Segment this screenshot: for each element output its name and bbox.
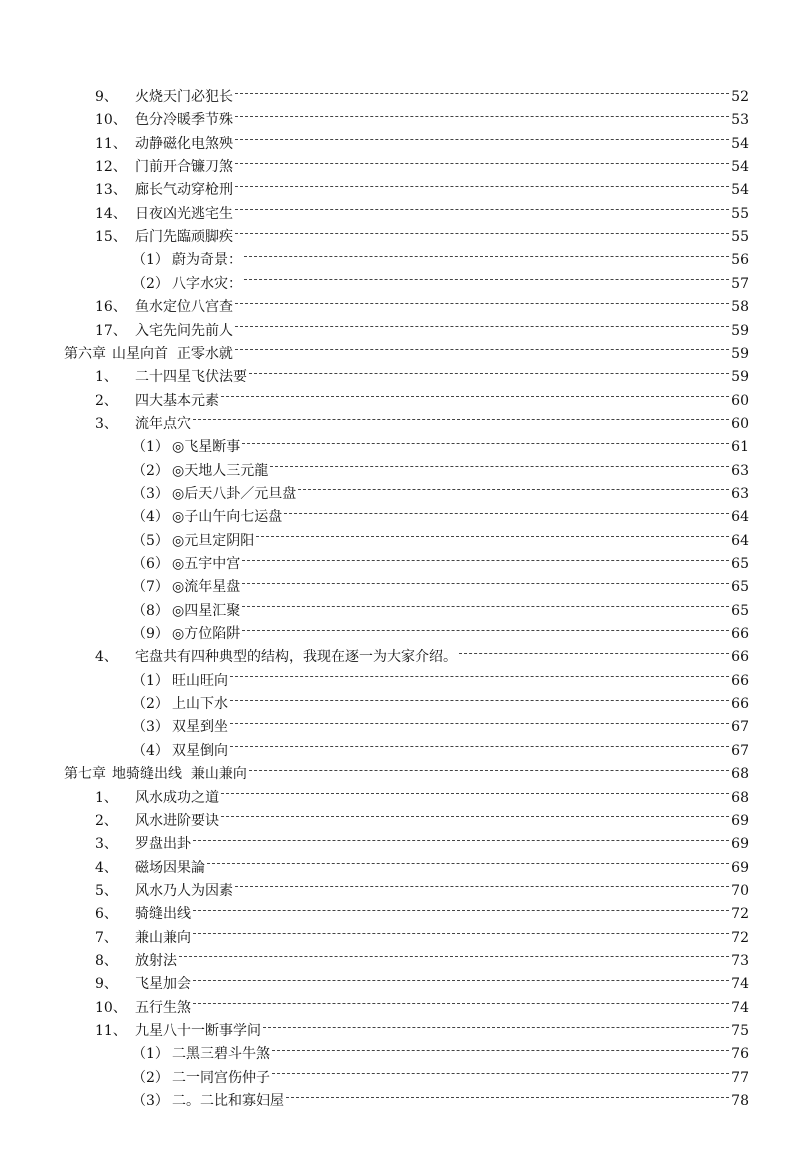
toc-entry-title: 风水进阶要诀 [135,812,219,829]
toc-entry-number: （2） [132,1069,169,1086]
toc-entry[interactable] [0,366,803,388]
toc-entry[interactable] [0,693,803,715]
dot-leader [242,560,729,561]
toc-entry-title: 兼山兼向 [135,929,191,946]
toc-entry-line [132,249,749,271]
toc-entry-title: 骑缝出线 [135,906,191,923]
toc-entry-page-number: 69 [731,836,749,853]
dot-leader [235,116,729,117]
dot-leader [270,466,729,467]
toc-entry-title: 双星到坐 [172,719,228,736]
toc-entry[interactable] [0,857,803,879]
toc-entry-line [95,810,749,832]
dot-leader [235,139,729,140]
toc-entry-page-number: 61 [731,439,749,456]
toc-entry-page-number: 75 [731,1023,749,1039]
toc-entry-title: 色分冷暖季节殊 [135,112,233,129]
dot-leader [459,653,729,654]
toc-entry-number: 11、 [95,1023,127,1039]
toc-entry-page-number: 69 [731,812,749,829]
dot-leader [249,373,729,374]
toc-entry[interactable] [0,320,803,342]
toc-entry-line [95,997,749,1019]
toc-entry[interactable] [0,997,803,1019]
toc-entry-title: 九星八十一断事学问 [135,1023,261,1039]
toc-entry-line [95,296,749,318]
toc-entry-title: 蔚为奇景： [172,252,242,269]
dot-leader [242,630,729,631]
toc-entry-title: 旺山旺向 [172,672,228,689]
toc-entry-number: （8） [132,602,169,619]
toc-entry-title: 流年点穴 [135,415,191,432]
toc-entry-number: 10、 [95,112,127,129]
toc-entry-number: 6、 [95,906,118,923]
toc-entry-page-number: 60 [731,415,749,432]
toc-entry-number: （7） [132,579,169,596]
toc-entry-number: （4） [132,509,169,526]
toc-entry[interactable] [0,1020,803,1042]
toc-entry[interactable] [0,1090,803,1112]
toc-entry-page-number: 70 [731,882,749,899]
toc-entry[interactable] [0,576,803,598]
toc-entry-number: 9、 [95,89,118,105]
dot-leader [207,863,729,864]
toc-entry-title: 地骑缝出线 兼山兼向 [112,766,247,783]
toc-entry-page-number: 69 [731,859,749,876]
toc-entry-page-number: 65 [731,602,749,619]
dot-leader [235,303,729,304]
toc-entry-line [132,623,749,645]
toc-entry-title: 鱼水定位八宫查 [135,299,233,316]
toc-entry-page-number: 68 [731,789,749,806]
toc-entry[interactable] [0,506,803,528]
toc-entry-title: 山星向首 正零水就 [112,345,233,362]
toc-entry-number: 1、 [95,789,118,806]
toc-entry-number: （5） [132,532,169,549]
toc-entry-number: 2、 [95,812,118,829]
toc-entry-line [95,413,749,435]
toc-entry-page-number: 56 [731,252,749,269]
toc-chapter-entry[interactable] [0,343,803,365]
toc-entry[interactable] [0,973,803,995]
toc-entry-page-number: 65 [731,579,749,596]
toc-entry-page-number: 72 [731,906,749,923]
dot-leader [235,93,729,94]
toc-entry-title: ◎五宇中宫 [172,556,241,572]
toc-entry-number: （1） [132,252,169,269]
dot-leader [242,443,729,444]
toc-entry-page-number: 60 [731,392,749,409]
toc-entry-line [95,880,749,902]
toc-entry-number: （1） [132,1046,169,1063]
toc-entry-line [95,927,749,949]
toc-entry-page-number: 57 [731,275,749,292]
toc-entry-number: （2） [132,275,169,292]
toc-entry-title: ◎四星汇聚 [172,602,241,619]
toc-entry-title: 入宅先问先前人 [135,322,233,339]
toc-entry-line [95,950,749,972]
toc-entry-title: 廊长气动穿枪刑 [135,182,233,199]
toc-entry-number: 13、 [95,182,127,199]
toc-entry-number: 3、 [95,415,118,432]
toc-entry-title: 日夜凶光逃宅生 [135,205,233,222]
toc-entry-title: 二一同宫伤仲子 [172,1069,270,1086]
toc-entry-page-number: 55 [731,205,749,222]
toc-entry-number: （3） [132,719,169,736]
toc-entry-line [132,1043,749,1065]
toc-entry-number: 11、 [95,135,127,152]
toc-entry[interactable] [0,646,803,668]
toc-entry-title: 风水乃人为因素 [135,882,233,899]
toc-entry-page-number: 74 [731,999,749,1016]
dot-leader [230,700,729,701]
dot-leader [221,816,729,817]
toc-entry[interactable] [0,787,803,809]
toc-entry-title: 五行生煞 [135,999,191,1016]
dot-leader [235,163,729,164]
dot-leader [286,1097,729,1098]
toc-entry[interactable] [0,413,803,435]
dot-leader [272,1073,729,1074]
toc-entry[interactable] [0,156,803,178]
toc-entry-title: 四大基本元素 [135,392,219,409]
toc-entry-number: 10、 [95,999,127,1016]
toc-entry[interactable] [0,390,803,412]
dot-leader [230,723,729,724]
dot-leader [230,676,729,677]
toc-entry[interactable] [0,86,803,108]
toc-entry-line [132,273,749,295]
toc-entry[interactable] [0,880,803,902]
toc-entry-title: 宅盘共有四种典型的结构，我现在逐一为大家介绍。 [135,649,457,666]
toc-entry-line [95,86,749,108]
dot-leader [256,536,729,537]
toc-entry-line [132,716,749,738]
dot-leader [230,746,729,747]
dot-leader [284,513,729,514]
toc-entry-number: （1） [132,439,169,456]
toc-entry[interactable] [0,950,803,972]
dot-leader [242,606,729,607]
toc-entry[interactable] [0,600,803,622]
toc-entry-page-number: 54 [731,182,749,199]
toc-entry-line [132,740,749,762]
toc-entry[interactable] [0,1043,803,1065]
toc-entry-title: 门前开合镰刀煞 [135,159,233,176]
toc-entry-number: （4） [132,742,169,759]
toc-chapter-entry[interactable] [0,763,803,785]
toc-entry-line [95,903,749,925]
toc-entry-page-number: 74 [731,976,749,993]
dot-leader [263,1027,729,1028]
toc-entry[interactable] [0,740,803,762]
toc-entry[interactable] [0,553,803,575]
toc-entry-page-number: 52 [731,89,749,105]
toc-entry-line [132,506,749,528]
toc-entry-number: 7、 [95,929,118,946]
toc-entry-number: （2） [132,696,169,713]
toc-entry-page-number: 66 [731,626,749,643]
toc-entry-title: 罗盘出卦 [135,836,191,853]
toc-entry[interactable] [0,109,803,131]
toc-entry-page-number: 53 [731,112,749,129]
toc-entry-page-number: 78 [731,1093,749,1110]
dot-leader [244,256,729,257]
toc-entry-number: （3） [132,485,169,502]
toc-entry-title: 上山下水 [172,696,228,713]
toc-entry[interactable] [0,810,803,832]
dot-leader [235,326,729,327]
toc-entry[interactable] [0,273,803,295]
dot-leader [235,349,729,350]
toc-entry[interactable] [0,530,803,552]
toc-entry-line [132,436,749,458]
toc-entry-line [95,133,749,155]
toc-entry-title: 二十四星飞伏法要 [135,369,247,386]
toc-entry-number: 4、 [95,859,118,876]
toc-entry-page-number: 58 [731,299,749,316]
toc-entry-number: 15、 [95,229,127,246]
toc-entry-page-number: 54 [731,135,749,152]
toc-entry[interactable] [0,1067,803,1089]
toc-entry-line [132,693,749,715]
toc-entry-title: ◎飞星断事 [172,439,241,456]
toc-entry[interactable] [0,179,803,201]
toc-entry-number: （3） [132,1093,169,1110]
toc-entry-page-number: 67 [731,742,749,759]
toc-entry-number: （9） [132,626,169,643]
toc-entry[interactable] [0,296,803,318]
toc-entry-line [95,226,749,248]
toc-entry[interactable] [0,460,803,482]
toc-entry-page-number: 59 [731,369,749,386]
dot-leader [193,419,729,420]
toc-entry-page-number: 67 [731,719,749,736]
toc-entry-line [132,670,749,692]
toc-entry-title: 二黑三碧斗牛煞 [172,1046,270,1063]
toc-entry-title: 动静磁化电煞殃 [135,135,233,152]
dot-leader [221,396,729,397]
dot-leader [244,279,729,280]
toc-entry-title: ◎元旦定阴阳 [172,532,255,549]
toc-entry[interactable] [0,483,803,505]
toc-entry-number: 4、 [95,649,118,666]
toc-entry-title: 飞星加会 [135,976,191,993]
toc-entry-line [95,320,749,342]
dot-leader [179,956,729,957]
toc-entry[interactable] [0,927,803,949]
toc-entry-number: 5、 [95,882,118,899]
toc-entry-title: ◎天地人三元龍 [172,462,269,479]
toc-entry-number: 17、 [95,322,127,339]
toc-entry-page-number: 76 [731,1046,749,1063]
toc-entry[interactable] [0,833,803,855]
toc-entry-line [95,366,749,388]
toc-entry-line [95,833,749,855]
toc-entry-title: 八字水灾： [172,275,242,292]
toc-entry-page-number: 59 [731,322,749,339]
toc-entry-title: ◎后天八卦／元旦盘 [172,485,297,502]
toc-entry-line [132,1090,749,1112]
toc-entry-line [95,179,749,201]
dot-leader [193,910,729,911]
dot-leader [235,233,729,234]
toc-entry-line [132,483,749,505]
toc-entry[interactable] [0,716,803,738]
toc-entry-page-number: 72 [731,929,749,946]
toc-entry-number: 8、 [95,952,118,969]
toc-entry-page-number: 66 [731,672,749,689]
toc-entry-line [64,343,749,365]
toc-entry-page-number: 64 [731,509,749,526]
toc-entry[interactable] [0,226,803,248]
toc-entry[interactable] [0,623,803,645]
toc-entry-number: 3、 [95,836,118,853]
toc-entry-page-number: 68 [731,766,749,783]
toc-entry-page-number: 65 [731,556,749,572]
dot-leader [235,886,729,887]
toc-entry-page-number: 63 [731,462,749,479]
dot-leader [193,933,729,934]
toc-entry-page-number: 54 [731,159,749,176]
toc-entry[interactable] [0,133,803,155]
toc-entry-line [132,460,749,482]
toc-entry[interactable] [0,203,803,225]
toc-entry-line [95,390,749,412]
toc-entry-number: 第六章 [64,345,106,362]
toc-entry-line [95,646,749,668]
toc-entry-line [132,600,749,622]
dot-leader [193,1003,729,1004]
toc-entry-line [132,553,749,575]
toc-entry-line [95,203,749,225]
dot-leader [235,186,729,187]
toc-entry-page-number: 55 [731,229,749,246]
toc-entry-number: 16、 [95,299,127,316]
toc-entry-number: 14、 [95,205,127,222]
toc-entry-line [95,787,749,809]
toc-entry-line [95,1020,749,1042]
dot-leader [221,793,729,794]
toc-entry-page-number: 66 [731,649,749,666]
dot-leader [249,770,729,771]
toc-entry-title: 风水成功之道 [135,789,219,806]
toc-entry-number: 2、 [95,392,118,409]
toc-entry-title: 火烧天门必犯长 [135,89,233,105]
toc-entry[interactable] [0,436,803,458]
toc-entry-number: （2） [132,462,169,479]
toc-entry-number: 9、 [95,976,118,993]
dot-leader [193,980,729,981]
toc-entry-title: 后门先臨顽脚疾 [135,229,233,246]
toc-entry-line [132,1067,749,1089]
toc-entry-title: 磁场因果論 [135,859,205,876]
toc-entry-line [132,530,749,552]
toc-entry-line [95,109,749,131]
dot-leader [272,1050,729,1051]
toc-entry[interactable] [0,903,803,925]
dot-leader [298,489,729,490]
toc-entry-title: 双星倒向 [172,742,228,759]
toc-entry-title: ◎子山午向七运盘 [172,509,283,526]
dot-leader [193,840,729,841]
toc-entry-title: 二。二比和寡妇屋 [172,1093,284,1110]
toc-entry-number: 1、 [95,369,118,386]
toc-entry-line [95,156,749,178]
toc-entry-line [64,763,749,785]
toc-entry-page-number: 77 [731,1069,749,1086]
toc-entry-number: 第七章 [64,766,106,783]
toc-entry-number: （6） [132,556,169,572]
toc-entry-line [95,973,749,995]
toc-entry[interactable] [0,249,803,271]
toc-entry-title: ◎方位陷阱 [172,626,241,643]
toc-entry-line [95,857,749,879]
toc-entry-number: （1） [132,672,169,689]
toc-entry-line [132,576,749,598]
toc-entry-page-number: 64 [731,532,749,549]
toc-entry-number: 12、 [95,159,127,176]
toc-entry-page-number: 63 [731,485,749,502]
toc-entry-title: 放射法 [135,952,177,969]
toc-entry-page-number: 59 [731,345,749,362]
toc-entry-title: ◎流年星盘 [172,579,241,596]
toc-entry[interactable] [0,670,803,692]
toc-entry-page-number: 66 [731,696,749,713]
dot-leader [242,583,729,584]
dot-leader [235,209,729,210]
toc-entry-page-number: 73 [731,952,749,969]
